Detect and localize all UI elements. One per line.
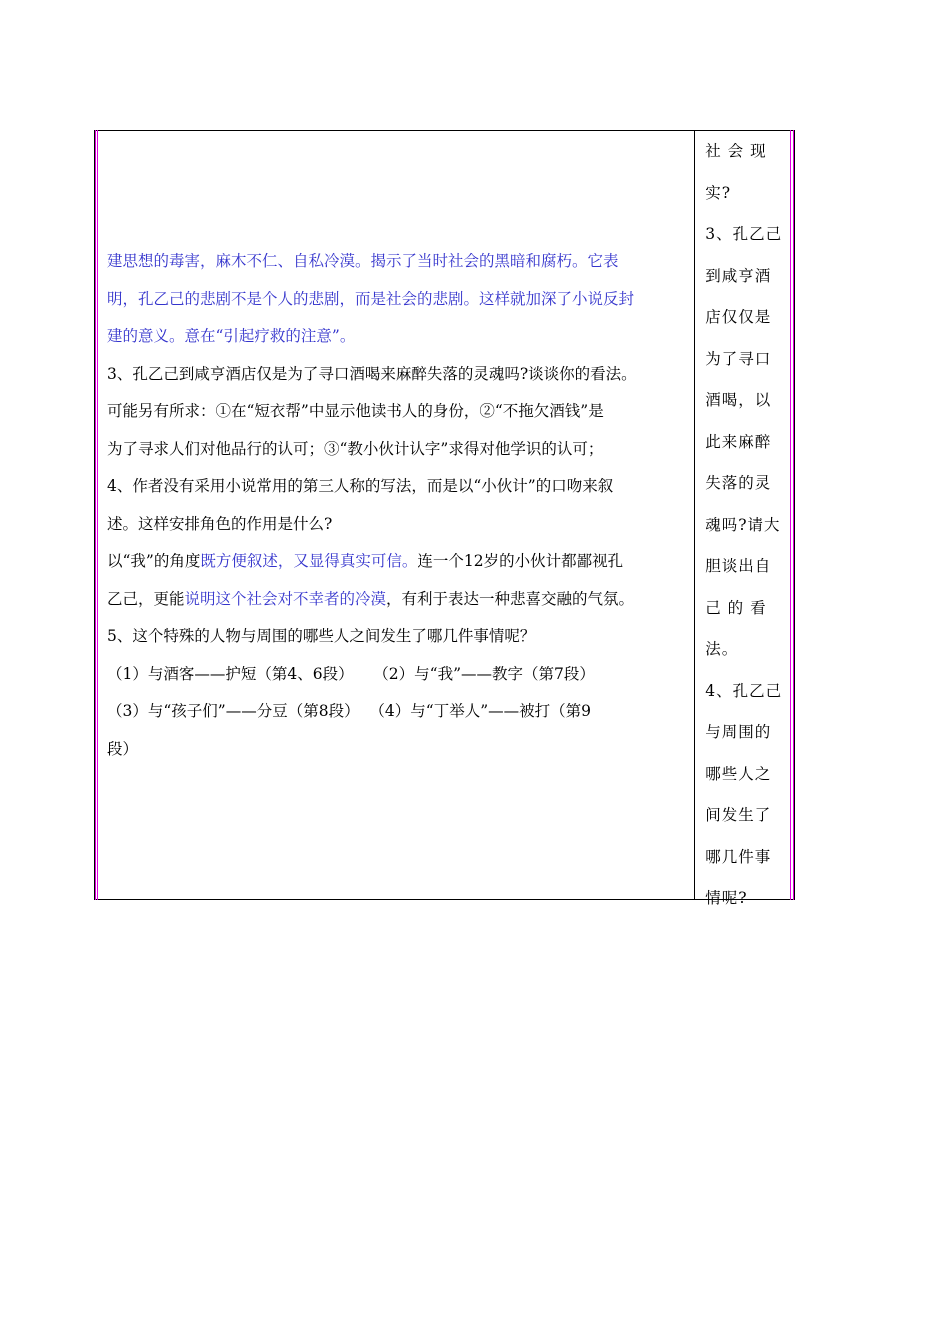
conclusion-line-2: 明，孔乙己的悲剧不是个人的悲剧，而是社会的悲剧。这样就加深了小说反封 [107,289,635,308]
answer-4-text-1: 以“我”的角度 [107,552,201,570]
side-line: 情呢? [705,889,748,907]
answer-4-blue-2: 说明这个社会对不幸者的冷漠 [184,589,387,608]
question-4-line-1: 4、作者没有采用小说常用的第三人称的写法，而是以“小伙计”的口吻来叙 [107,477,614,495]
side-line: 魂吗?请大 [705,515,781,534]
answer-3-line-2: 为了寻求人们对他品行的认可；③“教小伙计认字”求得对他学识的认可； [107,439,604,458]
answer-4-cont [107,581,686,619]
right-border-accent [790,130,794,900]
question-3: 3、孔乙己到咸亨酒店仅是为了寻口酒喝来麻醉失落的灵魂吗?谈谈你的看法。 [107,364,637,383]
side-line: 4、孔乙己 [705,681,783,700]
side-line: 为了寻口 [705,349,772,368]
side-line: 哪几件事 [705,847,772,866]
conclusion-line-1: 建思想的毒害，麻木不仁、自私冷漠。揭示了当时社会的黑暗和腐朽。它表 [107,252,619,270]
question-5: 5、这个特殊的人物与周围的哪些人之间发生了哪几件事情呢？ [107,627,536,645]
side-line: 社 会 现 [705,142,767,160]
side-line: 法。 [705,640,739,658]
side-line: 失落的灵 [705,474,772,492]
side-line: 3、孔乙己 [705,225,783,243]
answer-5-line-1: （1）与酒客——护短（第4、6段） （2）与“我”——教字（第7段） [107,664,595,683]
side-line: 与周围的 [705,723,772,741]
answer-4-blue-1: 既方便叙述，又显得真实可信。 [200,552,418,570]
side-line: 实? [705,183,732,202]
side-line: 酒喝，以 [705,391,772,409]
question-4-line-2: 述。这样安排角色的作用是什么? [107,514,333,533]
side-line: 此来麻醉 [705,432,772,451]
conclusion-line-3: 建的意义。意在“引起疗救的注意”。 [107,327,356,345]
answer-4-text-3: 乙己，更能 [107,589,185,608]
side-line: 店仅仅是 [705,308,772,326]
side-line: 胆谈出自 [705,557,772,575]
answer-5-line-2: （3）与“孩子们”——分豆（第8段） （4）与“丁举人”——被打（第9 [107,702,591,720]
side-line: 哪些人之 [705,764,772,783]
side-line: 己 的 看 [705,598,767,617]
side-line: 到咸亨酒 [705,266,772,285]
side-line: 间发生了 [705,806,772,824]
side-notes-cell [694,131,794,907]
main-content-cell [95,131,694,899]
answer-5-line-3: 段） [107,739,139,758]
answer-4-text-2: 连一个12岁的小伙计都鄙视孔 [417,552,624,570]
answer-3-line-1: 可能另有所求：①在“短衣帮”中显示他读书人的身份，②“不拖欠酒钱”是 [107,402,604,420]
answer-4-text-4: ，有利于表达一种悲喜交融的气氛。 [386,589,635,608]
left-border-accent [95,130,98,900]
lesson-table [94,130,795,907]
answer-4 [107,543,686,581]
